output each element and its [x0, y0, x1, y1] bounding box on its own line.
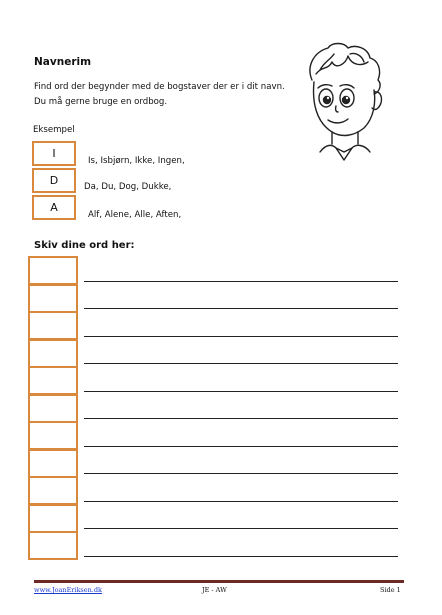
- writing-line[interactable]: [84, 336, 398, 337]
- writing-line[interactable]: [84, 308, 398, 309]
- example-letter-box: A: [32, 195, 76, 220]
- example-words: Is, Isbjørn, Ikke, Ingen,: [88, 156, 185, 166]
- writing-line[interactable]: [84, 501, 398, 502]
- instruction-line-2: Du må gerne bruge en ordbog.: [34, 97, 168, 107]
- letter-box[interactable]: [28, 476, 78, 505]
- writing-line[interactable]: [84, 556, 398, 557]
- footer-author: JE - AW: [202, 586, 227, 594]
- letter-box[interactable]: [28, 366, 78, 395]
- letter-box[interactable]: [28, 394, 78, 423]
- letter-box[interactable]: [28, 339, 78, 368]
- worksheet-title: Navnerim: [34, 56, 92, 68]
- letter-box[interactable]: [28, 449, 78, 478]
- footer-divider: [34, 580, 404, 583]
- footer-website-link[interactable]: www.JoanEriksen.dk: [34, 586, 102, 594]
- example-letter-box: I: [32, 141, 76, 166]
- footer-page-number: Side 1: [380, 586, 401, 594]
- instruction-line-1: Find ord der begynder med de bogstaver der er i dit navn.: [34, 82, 285, 92]
- writing-line[interactable]: [84, 281, 398, 282]
- letter-box[interactable]: [28, 311, 78, 340]
- example-words: Da, Du, Dog, Dukke,: [84, 182, 172, 192]
- letter-box[interactable]: [28, 421, 78, 450]
- letter-box[interactable]: [28, 504, 78, 533]
- letter-box[interactable]: [28, 256, 78, 285]
- writing-line[interactable]: [84, 418, 398, 419]
- example-letter-box: D: [32, 168, 76, 193]
- example-words: Alf, Alene, Alle, Aften,: [88, 210, 182, 220]
- writing-line[interactable]: [84, 363, 398, 364]
- example-label: Eksempel: [33, 125, 75, 135]
- boy-face-illustration-icon: [298, 40, 388, 162]
- write-section-title: Skiv dine ord her:: [34, 240, 135, 251]
- writing-line[interactable]: [84, 528, 398, 529]
- letter-box[interactable]: [28, 284, 78, 313]
- writing-line[interactable]: [84, 446, 398, 447]
- letter-box[interactable]: [28, 531, 78, 560]
- writing-line[interactable]: [84, 391, 398, 392]
- writing-line[interactable]: [84, 473, 398, 474]
